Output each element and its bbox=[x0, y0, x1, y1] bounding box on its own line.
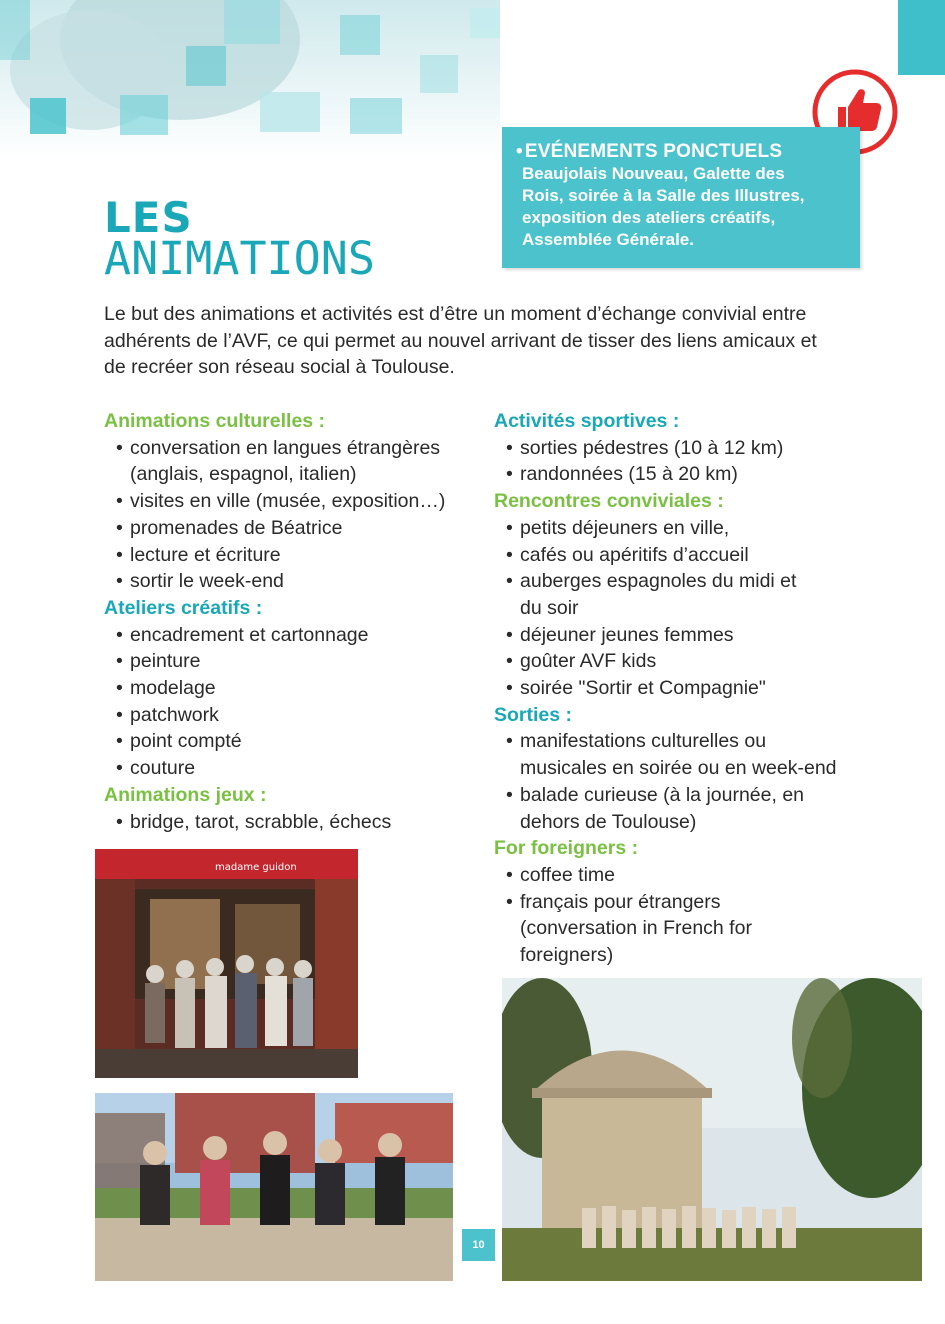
page-title-line1: LES bbox=[104, 193, 193, 242]
events-line: Beaujolais Nouveau, Galette des bbox=[522, 164, 785, 183]
section-title: Activités sportives : bbox=[494, 410, 680, 432]
list-item bbox=[104, 488, 484, 515]
shop-sign-text: madame guidon bbox=[215, 862, 297, 873]
list-item-text: sorties pédestres (10 à 12 km) bbox=[520, 436, 784, 459]
section-title: For foreigners : bbox=[494, 837, 639, 860]
list-item-text: point compté bbox=[130, 730, 242, 753]
list-item bbox=[494, 782, 864, 835]
events-line: exposition des ateliers créatifs, bbox=[522, 208, 776, 227]
list-item bbox=[104, 675, 484, 702]
left-column bbox=[104, 408, 484, 835]
list-item bbox=[104, 542, 484, 569]
list-item bbox=[104, 515, 484, 542]
list-item-text: bridge, tarot, scrabble, échecs bbox=[130, 810, 392, 833]
intro-line: adhérents de l’AVF, ce qui permet au nouvel arrivant de tisser des liens amicaux et bbox=[104, 329, 817, 352]
list-item-text: promenades de Béatrice bbox=[130, 516, 343, 539]
list-item bbox=[104, 728, 484, 755]
events-line: Assemblée Générale. bbox=[522, 230, 694, 249]
bullet: • bbox=[506, 650, 513, 673]
list-item bbox=[494, 675, 864, 702]
list-item-text: randonnées (15 à 20 km) bbox=[520, 463, 738, 486]
list-item-text: manifestations culturelles ou bbox=[520, 730, 767, 753]
list-item-text: couture bbox=[130, 757, 196, 780]
list-item-text: visites en ville (musée, exposition…) bbox=[130, 490, 446, 513]
section-title: Animations jeux : bbox=[104, 783, 267, 806]
list-item-text: soirée "Sortir et Compagnie" bbox=[520, 677, 766, 700]
bullet: • bbox=[506, 570, 513, 593]
events-box bbox=[502, 127, 860, 268]
photo-group-shopfront bbox=[95, 849, 358, 1078]
bullet: • bbox=[506, 783, 513, 806]
section-title: Ateliers créatifs : bbox=[104, 596, 263, 619]
photo-group-bench bbox=[95, 1093, 453, 1281]
bullet: • bbox=[506, 890, 513, 913]
bullet: • bbox=[506, 463, 513, 486]
bullet: • bbox=[116, 650, 123, 673]
list-item bbox=[494, 862, 864, 889]
bullet: • bbox=[116, 516, 123, 539]
list-item bbox=[494, 622, 864, 649]
list-item bbox=[104, 755, 484, 782]
bullet: • bbox=[116, 623, 123, 646]
photo-group-tower bbox=[502, 978, 922, 1281]
list-item bbox=[494, 461, 864, 488]
intro-paragraph bbox=[104, 301, 849, 381]
bullet: • bbox=[506, 730, 513, 753]
list-item bbox=[494, 568, 864, 621]
bullet: • bbox=[116, 677, 123, 700]
bullet: • bbox=[506, 623, 513, 646]
list-item bbox=[104, 622, 484, 649]
list-item bbox=[494, 515, 864, 542]
list-item-text: encadrement et cartonnage bbox=[130, 623, 369, 646]
right-column bbox=[494, 408, 864, 969]
list-item-text: (anglais, espagnol, italien) bbox=[130, 463, 357, 486]
list-item-text: coffee time bbox=[520, 863, 616, 886]
list-item-text: patchwork bbox=[130, 703, 219, 726]
bullet: • bbox=[116, 703, 123, 726]
events-line: Rois, soirée à la Salle des Illustres, bbox=[522, 186, 805, 205]
list-item-text: dehors de Toulouse) bbox=[520, 810, 697, 833]
list-item-text: goûter AVF kids bbox=[520, 650, 657, 673]
list-item-text: déjeuner jeunes femmes bbox=[520, 623, 734, 646]
page-title-line2: ANIMATIONS bbox=[104, 232, 375, 285]
bullet: • bbox=[116, 810, 123, 833]
bullet: • bbox=[506, 543, 513, 566]
bullet: • bbox=[116, 490, 123, 513]
bullet: • bbox=[506, 436, 513, 459]
corner-accent bbox=[898, 0, 945, 75]
list-item bbox=[494, 889, 864, 969]
list-item bbox=[494, 728, 864, 781]
list-item-text: lecture et écriture bbox=[130, 543, 281, 566]
list-item-text: sortir le week-end bbox=[130, 570, 284, 593]
bullet: • bbox=[116, 436, 123, 459]
list-item bbox=[494, 648, 864, 675]
list-item bbox=[104, 702, 484, 729]
list-item bbox=[104, 568, 484, 595]
bullet: • bbox=[506, 516, 513, 539]
events-title: • EVÉNEMENTS PONCTUELS bbox=[516, 141, 783, 162]
bullet: • bbox=[116, 757, 123, 780]
list-item bbox=[494, 542, 864, 569]
list-item bbox=[104, 809, 484, 836]
intro-line: Le but des animations et activités est d’être un moment d’échange convivial entre bbox=[104, 303, 807, 325]
bullet: • bbox=[116, 543, 123, 566]
list-item-text: peinture bbox=[130, 650, 201, 673]
bullet: • bbox=[506, 677, 513, 700]
list-item bbox=[104, 648, 484, 675]
bullet: • bbox=[116, 730, 123, 753]
section-title: Rencontres conviviales : bbox=[494, 490, 724, 513]
bullet: • bbox=[116, 570, 123, 593]
list-item-text: (conversation in French for bbox=[520, 917, 752, 940]
list-item-text: français pour étrangers bbox=[520, 890, 721, 913]
page-number: 10 bbox=[462, 1229, 495, 1261]
section-title: Animations culturelles : bbox=[104, 410, 326, 432]
bullet: • bbox=[506, 863, 513, 886]
list-item-text: conversation en langues étrangères bbox=[130, 436, 441, 459]
list-item-text: cafés ou apéritifs d’accueil bbox=[520, 543, 749, 566]
section-title: Sorties : bbox=[494, 703, 573, 726]
list-item bbox=[104, 435, 484, 488]
list-item-text: foreigners) bbox=[520, 944, 614, 967]
list-item-text: du soir bbox=[520, 596, 579, 619]
list-item bbox=[494, 435, 864, 462]
list-item-text: auberges espagnoles du midi et bbox=[520, 570, 797, 593]
list-item-text: modelage bbox=[130, 677, 216, 700]
list-item-text: musicales en soirée ou en week-end bbox=[520, 757, 837, 780]
intro-line: de recréer son réseau social à Toulouse. bbox=[104, 356, 455, 378]
events-text bbox=[522, 163, 844, 251]
list-item-text: balade curieuse (à la journée, en bbox=[520, 783, 805, 806]
list-item-text: petits déjeuners en ville, bbox=[520, 516, 730, 539]
